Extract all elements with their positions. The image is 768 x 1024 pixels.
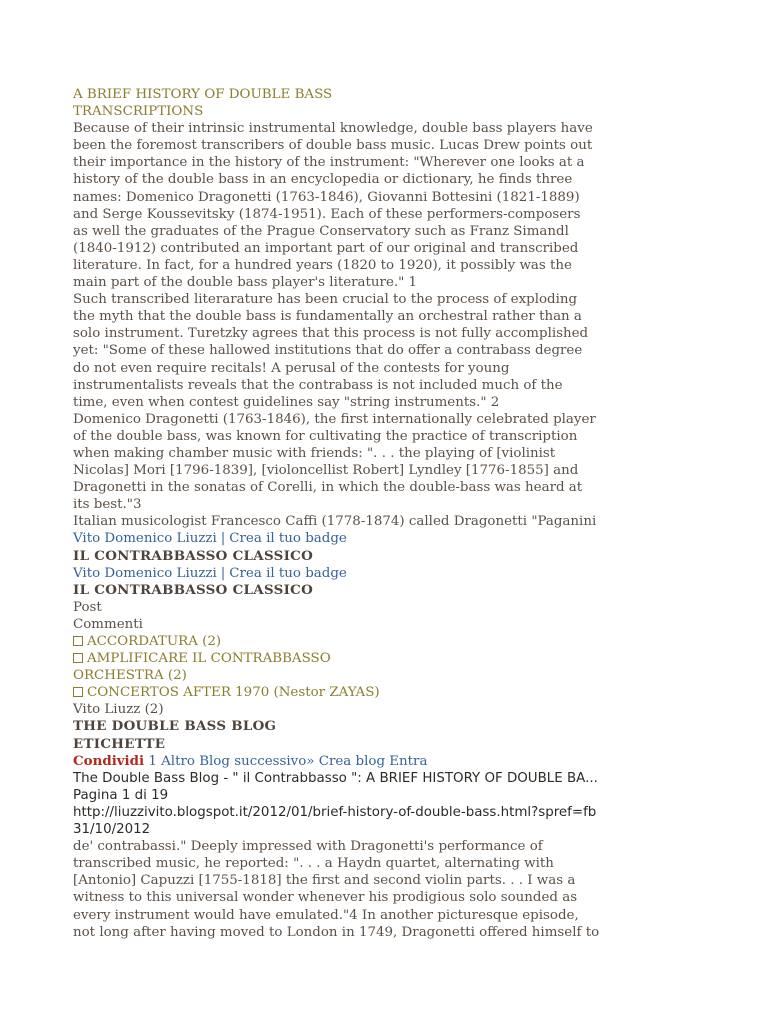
body-text-line: every instrument would have emulated."4 In another picturesque episode, [73, 907, 579, 923]
label-item[interactable] [73, 684, 693, 701]
body-text-line: Because of their intrinsic instrumental knowledge, double bass players have [73, 121, 593, 137]
post-feed-link[interactable]: Post [73, 599, 102, 615]
body-text-line: Domenico Dragonetti (1763-1846), the first internationally celebrated player [73, 411, 596, 427]
body-text-line: its best."3 [73, 497, 142, 513]
badge-blog-name-2: IL CONTRABBASSO CLASSICO [73, 581, 314, 598]
body-text-line: transcribed music, he reported: ". . . a Haydn quartet, alternating with [73, 856, 554, 872]
label-vito[interactable]: Vito Liuzz (2) [73, 702, 164, 718]
body-text-line: Dragonetti in the sonatas of Corelli, in which the double-bass was heard at [73, 480, 583, 496]
badge-blog-name: IL CONTRABBASSO CLASSICO [73, 547, 314, 564]
article-body-part-1 [73, 120, 693, 530]
body-text-line: Italian musicologist Francesco Caffi (1778-1874) called Dragonetti "Paganini [73, 514, 597, 530]
body-text-line: been the foremost transcribers of double bass music. Lucas Drew points out [73, 138, 593, 154]
label-text: CONCERTOS AFTER 1970 (Nestor ZAYAS) [87, 685, 380, 701]
labels-heading: ETICHETTE [73, 735, 166, 752]
print-page-title: The Double Bass Blog - " il Contrabbasso ": A BRIEF HISTORY OF DOUBLE BA... [73, 770, 598, 786]
badge-row-repeat [73, 565, 693, 582]
checkbox-icon [73, 687, 83, 697]
checkbox-icon [73, 636, 83, 646]
body-text-line: of the double bass, was known for cultivating the practice of transcription [73, 428, 578, 444]
body-text-line: history of the double bass in an encyclopedia or dictionary, he finds three [73, 172, 573, 188]
body-text-line: instrumentalists reveals that the contrabass is not included much of the [73, 377, 563, 393]
create-badge-link-2[interactable]: Crea il tuo badge [229, 565, 347, 581]
label-text: ACCORDATURA (2) [87, 634, 222, 649]
body-text-line: solo instrument. Turetzky agrees that this process is not fully accomplished [73, 326, 589, 342]
body-text-line: not long after having moved to London in 1749, Dragonetti offered himself to [73, 924, 600, 940]
print-page-count: Pagina 1 di 19 [73, 787, 169, 803]
body-text-line: de' contrabassi." Deeply impressed with Dragonetti's performance of [73, 839, 543, 855]
navbar-links[interactable]: 1 Altro Blog successivo» Crea blog Entra [148, 753, 428, 769]
article-title-line-2: TRANSCRIPTIONS [73, 104, 204, 120]
document-page [73, 86, 693, 941]
badge-separator: | [220, 531, 226, 547]
badge-separator-2: | [220, 565, 226, 581]
body-text-line: when making chamber music with friends: ". . . the playing of [violinist [73, 445, 556, 461]
badge-row [73, 530, 693, 547]
body-text-line: (1840-1912) contributed an important part of our original and transcribed [73, 240, 579, 256]
body-text-line: [Antonio] Capuzzi [1755-1818] the first and second violin parts. . . I was a [73, 873, 576, 889]
body-text-line: their importance in the history of the instrument: "Wherever one looks at a [73, 155, 585, 171]
label-item[interactable] [73, 633, 693, 650]
share-button[interactable]: Condividi [73, 752, 145, 769]
label-item[interactable] [73, 650, 693, 667]
body-text-line: the myth that the double bass is fundamentally an orchestral rather than a [73, 309, 582, 325]
comments-feed-link[interactable]: Commenti [73, 616, 143, 632]
article-title-line-1: A BRIEF HISTORY OF DOUBLE BASS [73, 87, 333, 102]
blogger-navbar [73, 753, 693, 770]
create-badge-link[interactable]: Crea il tuo badge [229, 531, 347, 547]
body-text-line: literature. In fact, for a hundred years (1820 to 1920), it possibly was the [73, 257, 572, 273]
body-text-line: as well the graduates of the Prague Conservatory such as Franz Simandl [73, 223, 569, 239]
body-text-line: Such transcribed literarature has been crucial to the process of exploding [73, 292, 578, 308]
body-text-line: and Serge Koussevitsky (1874-1951). Each of these performers-composers [73, 206, 581, 222]
badge-author-link[interactable]: Vito Domenico Liuzzi [73, 531, 217, 547]
body-text-line: main part of the double bass player's literature." 1 [73, 275, 418, 291]
body-text-line: time, even when contest guidelines say "string instruments." 2 [73, 394, 500, 410]
label-item-continued[interactable]: ORCHESTRA (2) [73, 668, 187, 684]
print-date: 31/10/2012 [73, 822, 151, 838]
body-text-line: Nicolas] Mori [1796-1839], [violoncellist Robert] Lyndley [1776-1855] and [73, 463, 579, 479]
print-url: http://liuzzivito.blogspot.it/2012/01/brief-history-of-double-bass.html?spref=fb [73, 804, 597, 820]
checkbox-icon [73, 653, 83, 663]
body-text-line: witness to this universal wonder whenever his prodigious solo sounded as [73, 890, 578, 906]
blog-title: THE DOUBLE BASS BLOG [73, 718, 277, 735]
body-text-line: do not even require recitals! A perusal of the contests for young [73, 360, 510, 376]
body-text-line: names: Domenico Dragonetti (1763-1846), Giovanni Bottesini (1821-1889) [73, 189, 580, 205]
label-text: AMPLIFICARE IL CONTRABBASSO [87, 651, 331, 667]
article-body-part-2 [73, 838, 693, 941]
body-text-line: yet: "Some of these hallowed institutions that do offer a contrabass degree [73, 343, 583, 359]
badge-author-link-2[interactable]: Vito Domenico Liuzzi [73, 565, 217, 581]
